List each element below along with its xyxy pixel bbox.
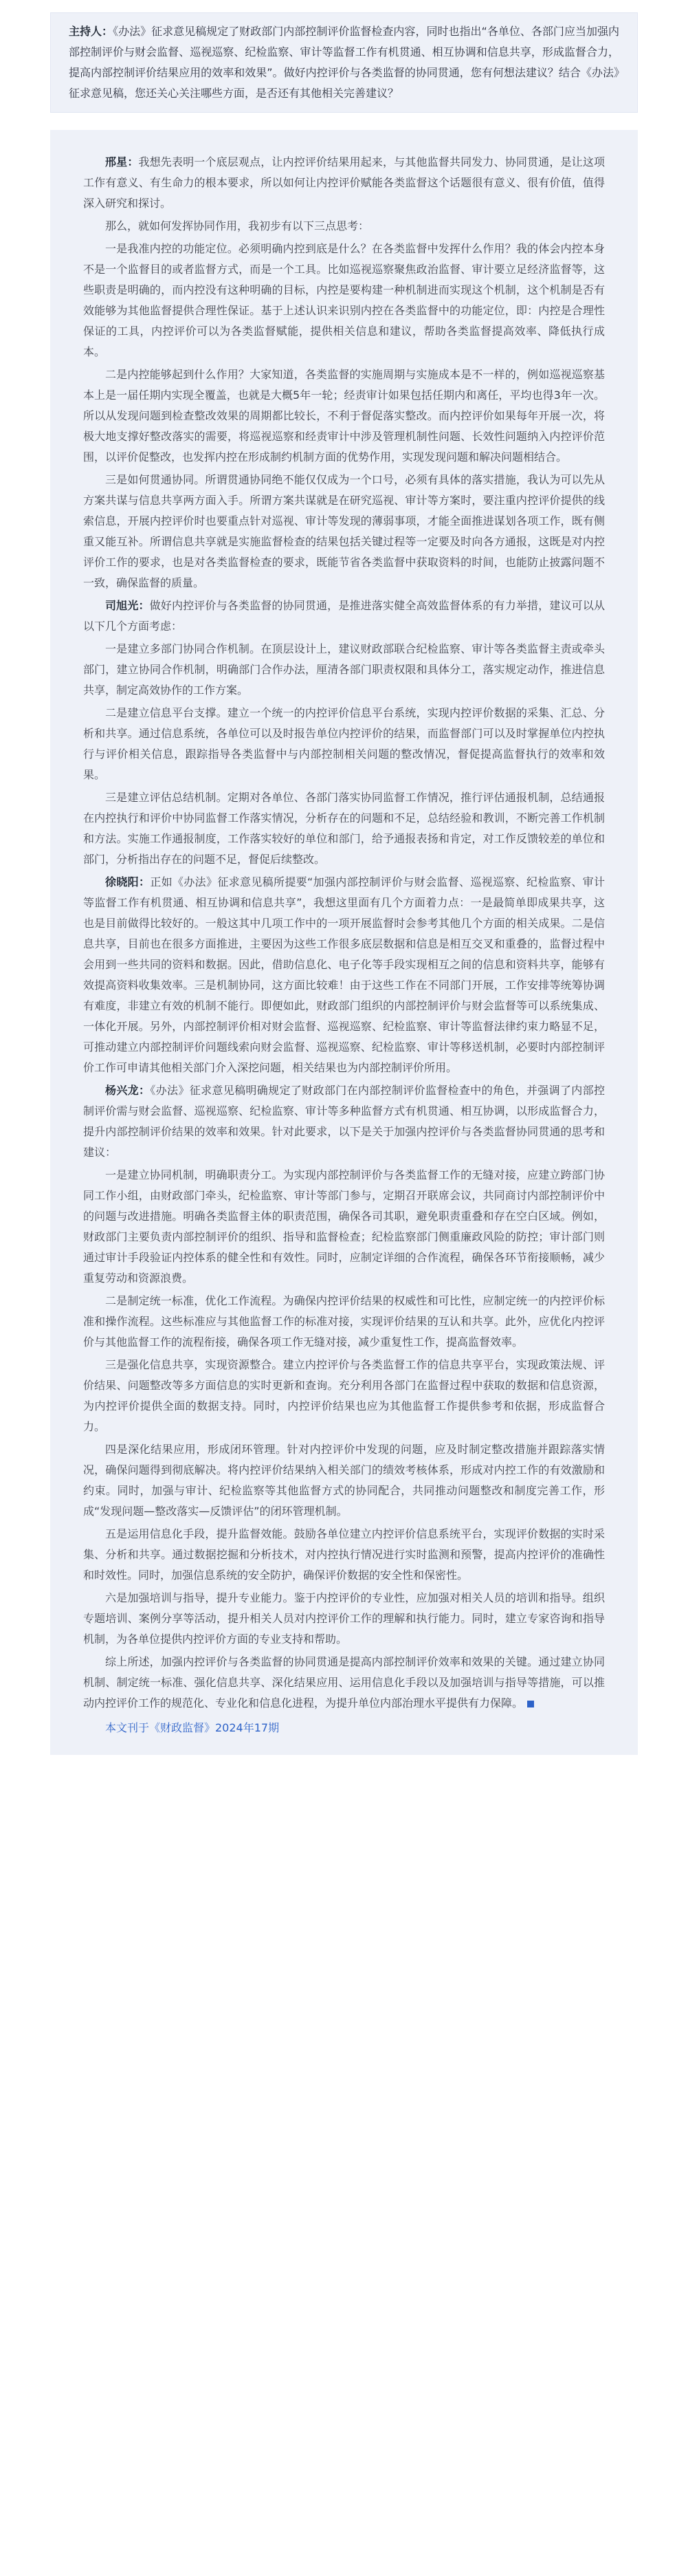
article-paragraph bbox=[83, 703, 605, 785]
paragraph-text: 那么，就如何发挥协同作用，我初步有以下三点思考： bbox=[105, 219, 370, 232]
paragraph-text: 五是运用信息化手段，提升监督效能。鼓励各单位建立内控评价信息系统平台，实现评价数据的实时采集、分析和共享。通过数据挖掘和分析技术，对内控执行情况进行实时监测和预警，提高内控评价的准确性和时效性。同时，加强信息系统的安全防护，确保评价数据的安全性和保密性。 bbox=[83, 1527, 605, 1582]
paragraph-text: 做好内控评价与各类监督的协同贯通，是推进落实健全高效监督体系的有力举措，建议可以从以下几个方面考虑： bbox=[83, 599, 605, 633]
paragraph-text: 一是我准内控的功能定位。必须明确内控到底是什么？在各类监督中发挥什么作用？我的体会内控本身不是一个监督目的或者监督方式，而是一个工具。比如巡视巡察聚焦政治监督、审计要立足经济监督等，这些职责是明确的，而内控没有这种明确的目标，内控是要构建一种机制进而实现这个机制，这个机制是否有效能够为其他监督提供合理性保证。基于上述认识来识别内控在各类监督中的功能定位，即：内控是合理性保证的工具，内控评价可以为各类监督赋能，提供相关信息和建议，帮助各类监督提高效率、降低执行成本。 bbox=[83, 242, 605, 358]
end-mark-icon bbox=[527, 1701, 534, 1707]
article-paragraph bbox=[83, 1524, 605, 1586]
article-paragraph bbox=[83, 1080, 605, 1163]
host-speaker: 主持人： bbox=[69, 25, 113, 38]
article-paragraph bbox=[83, 639, 605, 701]
page bbox=[0, 12, 688, 2576]
paragraph-text: 三是如何贯通协同。所谓贯通协同绝不能仅仅成为一个口号，必须有具体的落实措施，我认为可以先从方案共谋与信息共享两方面入手。所谓方案共谋就是在研究巡视、审计等方案时，要注重内控评价提供的线索信息，开展内控评价时也要重点针对巡视、审计等发现的薄弱事项，才能全面推进谋划各项工作，既有侧重又能互补。所谓信息共享就是实施监督检查的结果包括关键过程等一定要及时向各方通报，这既是对内控评价工作的要求，也是对各类监督检查的要求，既能节省各类监督中获取资料的时间，也能防止披露问题不一致，确保监督的质量。 bbox=[83, 473, 605, 589]
article-paragraph bbox=[83, 239, 605, 362]
article-paragraph bbox=[83, 152, 605, 214]
host-question-text: 《办法》征求意见稿规定了财政部门内部控制评价监督检查内容，同时也指出“各单位、各部门应当加强内部控制评价与财会监督、巡视巡察、纪检监察、审计等监督工作有机贯通、相互协调和信息共享，形成监督合力，提高内部控制评价结果应用的效率和效果”。做好内控评价与各类监督的协同贯通，您有何想法建议？结合《办法》征求意见稿，您还关心关注哪些方面，是否还有其他相关完善建议？ bbox=[69, 25, 619, 100]
article-paragraph bbox=[83, 1652, 605, 1714]
article-paragraph bbox=[83, 216, 605, 237]
paragraph-text: 三是强化信息共享，实现资源整合。建立内控评价与各类监督工作的信息共享平台，实现政策法规、评价结果、问题整改等多方面信息的实时更新和查询。充分利用各部门在监督过程中获取的数据和信息资源，为内控评价提供全面的数据支持。同时，内控评价结果也应为其他监督工作提供参考和依据，形成监督合力。 bbox=[83, 1358, 605, 1433]
host-question-box bbox=[50, 12, 638, 113]
article-paragraph bbox=[83, 1588, 605, 1650]
paragraph-text: 综上所述，加强内控评价与各类监督的协同贯通是提高内部控制评价效率和效果的关键。通过建立协同机制、制定统一标准、强化信息共享、深化结果应用、运用信息化手段以及加强培训与指导等措施，可以推动内控评价工作的规范化、专业化和信息化进程，为提升单位内部治理水平提供有力保障。 bbox=[83, 1655, 605, 1710]
article-paragraph bbox=[83, 1439, 605, 1522]
article-paragraph bbox=[83, 364, 605, 468]
paragraph-text: 二是制定统一标准，优化工作流程。为确保内控评价结果的权威性和可比性，应制定统一的内控评价标准和操作流程。这些标准应与其他监督工作的标准对接，实现评价结果的互认和共享。此外，应优化内控评价与其他监督工作的流程衔接，确保各项工作无缝对接，减少重复性工作，提高监督效率。 bbox=[83, 1294, 605, 1349]
article-paragraph bbox=[83, 1355, 605, 1437]
paragraph-text: 一是建立多部门协同合作机制。在顶层设计上，建议财政部联合纪检监察、审计等各类监督主责或牵头部门，建立协同合作机制，明确部门合作办法，厘清各部门职责权限和具体分工，落实规定动作，推进信息共享，制定高效协作的工作方案。 bbox=[83, 642, 605, 697]
article-paragraph bbox=[83, 470, 605, 593]
paragraph-text: 六是加强培训与指导，提升专业能力。鉴于内控评价的专业性，应加强对相关人员的培训和指导。组织专题培训、案例分享等活动，提升相关人员对内控评价工作的理解和执行能力。同时，建立专家咨询和指导机制，为各单位提供内控评价方面的专业支持和帮助。 bbox=[83, 1591, 605, 1646]
article-body bbox=[50, 130, 638, 1755]
paragraph-text: 四是深化结果应用，形成闭环管理。针对内控评价中发现的问题，应及时制定整改措施并跟踪落实情况，确保问题得到彻底解决。将内控评价结果纳入相关部门的绩效考核体系，形成对内控工作的有效激励和约束。同时，加强与审计、纪检监察等其他监督方式的协同配合，共同推动问题整改和制度完善工作，形成“发现问题—整改落实—反馈评估”的闭环管理机制。 bbox=[83, 1443, 605, 1518]
paragraph-text: 我想先表明一个底层观点，让内控评价结果用起来，与其他监督共同发力、协同贯通，是让这项工作有意义、有生命力的根本要求，所以如何让内控评价赋能各类监督这个话题很有意义、很有价值，值得深入研究和探讨。 bbox=[83, 155, 605, 210]
article-source-link[interactable]: 本文刊于《财政监督》2024年17期 bbox=[105, 1721, 280, 1734]
article-paragraph bbox=[83, 596, 605, 637]
speaker-name: 徐晓阳： bbox=[105, 875, 151, 888]
speaker-name: 司旭光： bbox=[105, 599, 150, 612]
paragraph-text: 一是建立协同机制，明确职责分工。为实现内部控制评价与各类监督工作的无缝对接，应建立跨部门协同工作小组，由财政部门牵头，纪检监察、审计等部门参与，定期召开联席会议，共同商讨内部控制评价中的问题与改进措施。明确各类监督主体的职责范围，确保各司其职，避免职责重叠和存在空白区域。例如，财政部门主要负责内部控制评价的组织、指导和监督检查；纪检监察部门侧重廉政风险的防控；审计部门则通过审计手段验证内控体系的健全性和有效性。同时，应制定详细的合作流程，确保各环节衔接顺畅，减少重复劳动和资源浪费。 bbox=[83, 1168, 605, 1285]
paragraph-text: 三是建立评估总结机制。定期对各单位、各部门落实协同监督工作情况，推行评估通报机制，总结通报在内控执行和评价中协同监督工作落实情况，分析存在的问题和不足，总结经验和教训，不断完善工作机制和方法。实施工作通报制度，工作落实较好的单位和部门，给予通报表扬和肯定，对工作反馈较差的单位和部门，分析指出存在的问题不足，督促后续整改。 bbox=[83, 791, 605, 866]
paragraph-text: 正如《办法》征求意见稿所提要“加强内部控制评价与财会监督、巡视巡察、纪检监察、审计等监督工作有机贯通、相互协调和信息共享”，我想这里面有几个方面着力点：一是最简单即成果共享，这也是目前做得比较好的。一般这其中几项工作中的一项开展监督时会参考其他几个方面的相关成果。二是信息共享，目前也在很多方面推进，主要因为这些工作很多底层数据和信息是相互交叉和重叠的，监督过程中会用到一些共同的资料和数据。因此，借助信息化、电子化等手段实现相互之间的信息和资料共享，能够有效提高资料收集效率。三是机制协同，这方面比较难！由于这些工作在不同部门开展，工作安排等统筹协调有难度，非建立有效的机制不能行。即便如此，财政部门组织的内部控制评价与财会监督等可以系统集成、一体化开展。另外，内部控制评价相对财会监督、巡视巡察、纪检监察、审计等监督法律约束力略显不足，可推动建立内部控制评价问题线索向财会监督、巡视巡察、纪检监察、审计等移送机制，必要时内部控制评价工作可申请其他相关部门介入深挖问题，相关结果也为内部控制评价所用。 bbox=[83, 875, 605, 1074]
article-paragraph bbox=[83, 787, 605, 870]
speaker-name: 杨兴龙： bbox=[105, 1084, 151, 1097]
article-paragraph bbox=[83, 872, 605, 1078]
paragraph-text: 二是建立信息平台支撑。建立一个统一的内控评价信息平台系统，实现内控评价数据的采集、汇总、分析和共享。通过信息系统，各单位可以及时报告单位内控评价的结果，而监督部门可以及时掌握单位内控执行与评价相关信息，跟踪指导各类监督中与内部控制相关问题的整改情况，督促提高监督执行的效率和效果。 bbox=[83, 706, 605, 781]
paragraph-text: 二是内控能够起到什么作用？大家知道，各类监督的实施周期与实施成本是不一样的，例如巡视巡察基本上是一届任期内实现全覆盖，也就是大概5年一轮；经责审计如果包括任期内和离任，平均也得3年一次。所以从发现问题到检查整改效果的周期都比较长，不利于督促落实整改。而内控评价如果每年开展一次，将极大地支撑好整改落实的需要，将巡视巡察和经责审计中涉及管理机制性问题、长效性问题纳入内控评价范围，以评价促整改，也发挥内控在形成制约机制方面的优势作用，实现发现问题和解决问题相结合。 bbox=[83, 368, 605, 463]
speaker-name: 邢星： bbox=[105, 155, 139, 168]
paragraph-text: 《办法》征求意见稿明确规定了财政部门在内部控制评价监督检查中的角色，并强调了内部控制评价需与财会监督、巡视巡察、纪检监察、审计等多种监督方式有机贯通、相互协调，以形成监督合力，提升内部控制评价结果的效率和效果。针对此要求，以下是关于加强内控评价与各类监督协同贯通的思考和建议： bbox=[83, 1084, 605, 1159]
article-paragraph bbox=[83, 1165, 605, 1289]
article-paragraph bbox=[83, 1291, 605, 1353]
